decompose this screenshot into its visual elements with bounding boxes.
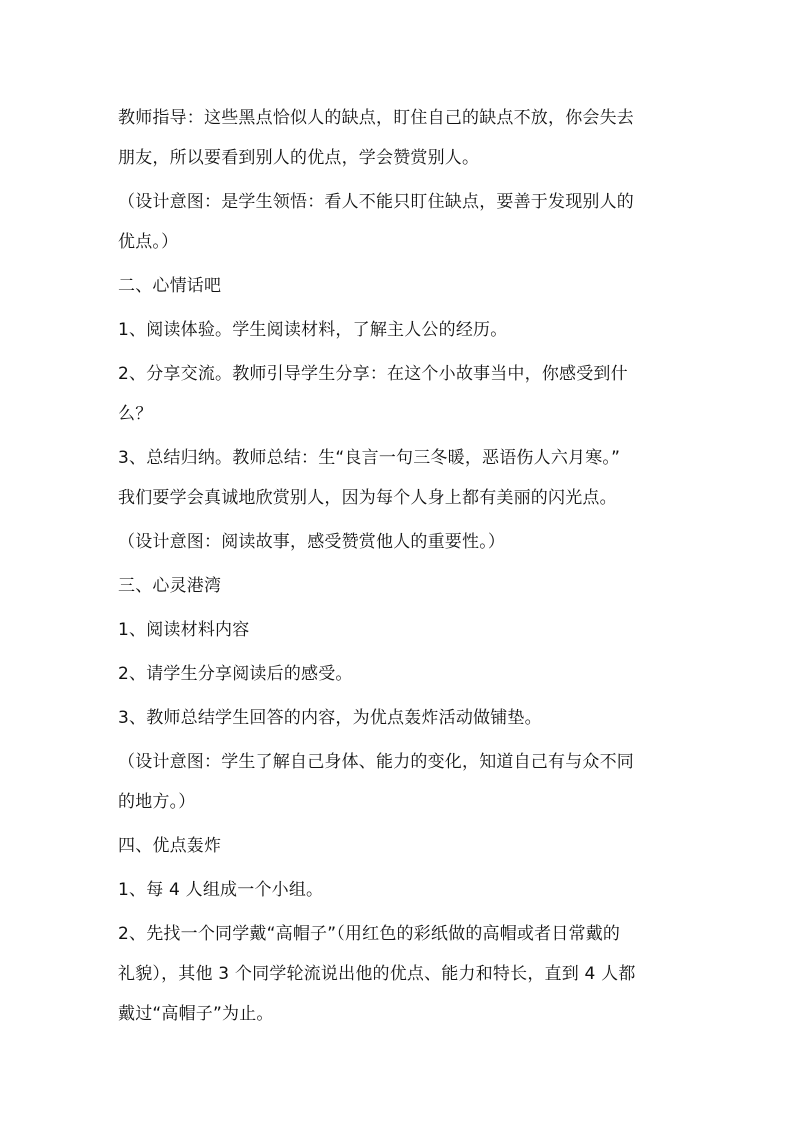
heading-text: 三、心灵港湾 — [118, 576, 222, 596]
text-line: 3、总结归纳。教师总结：生“良言一句三冬暖，恶语伤人六月寒。” — [118, 448, 621, 468]
text-line: 朋友，所以要看到别人的优点，学会赞赏别人。 — [118, 148, 480, 168]
heading-text: 二、心情话吧 — [118, 276, 222, 296]
heading-text: 四、优点轰炸 — [118, 836, 222, 856]
list-item — [118, 870, 688, 910]
list-item — [118, 914, 688, 1034]
text-line: 3、教师总结学生回答的内容，为优点轰炸活动做铺垫。 — [118, 708, 542, 728]
text-line: （设计意图：学生了解自己身体、能力的变化，知道自己有与众不同 — [118, 752, 634, 772]
paragraph-design-intent-3 — [118, 742, 688, 822]
list-item — [118, 698, 688, 738]
list-item — [118, 354, 688, 434]
text-line: 优点。） — [118, 232, 179, 252]
section-heading-3 — [118, 566, 688, 606]
text-line: 2、先找一个同学戴“高帽子”（用红色的彩纸做的高帽或者日常戴的 — [118, 924, 621, 944]
paragraph-teacher-guidance — [118, 98, 688, 178]
list-item — [118, 654, 688, 694]
text-line: 教师指导：这些黑点恰似人的缺点，盯住自己的缺点不放，你会失去 — [118, 108, 634, 128]
text-line: 1、阅读材料内容 — [118, 620, 250, 640]
text-line: 2、分享交流。教师引导学生分享：在这个小故事当中，你感受到什 — [118, 364, 628, 384]
document-body — [118, 98, 688, 1038]
text-line: 2、请学生分享阅读后的感受。 — [118, 664, 353, 684]
text-line: 戴过“高帽子”为止。 — [118, 1004, 274, 1024]
text-line: 礼貌），其他 3 个同学轮流说出他的优点、能力和特长，直到 4 人都 — [118, 964, 636, 984]
text-line: （设计意图：阅读故事，感受赞赏他人的重要性。） — [118, 532, 506, 552]
section-heading-4 — [118, 826, 688, 866]
text-line: 我们要学会真诚地欣赏别人，因为每个人身上都有美丽的闪光点。 — [118, 488, 617, 508]
text-line: 么？ — [118, 404, 153, 424]
list-item — [118, 310, 688, 350]
list-item — [118, 610, 688, 650]
text-line: 1、阅读体验。学生阅读材料，了解主人公的经历。 — [118, 320, 508, 340]
text-line: 的地方。） — [118, 792, 196, 812]
list-item — [118, 438, 688, 518]
text-line: 1、每 4 人组成一个小组。 — [118, 880, 324, 900]
paragraph-design-intent-2 — [118, 522, 688, 562]
paragraph-design-intent-1 — [118, 182, 688, 262]
section-heading-2 — [118, 266, 688, 306]
text-line: （设计意图：是学生领悟：看人不能只盯住缺点，要善于发现别人的 — [118, 192, 634, 212]
